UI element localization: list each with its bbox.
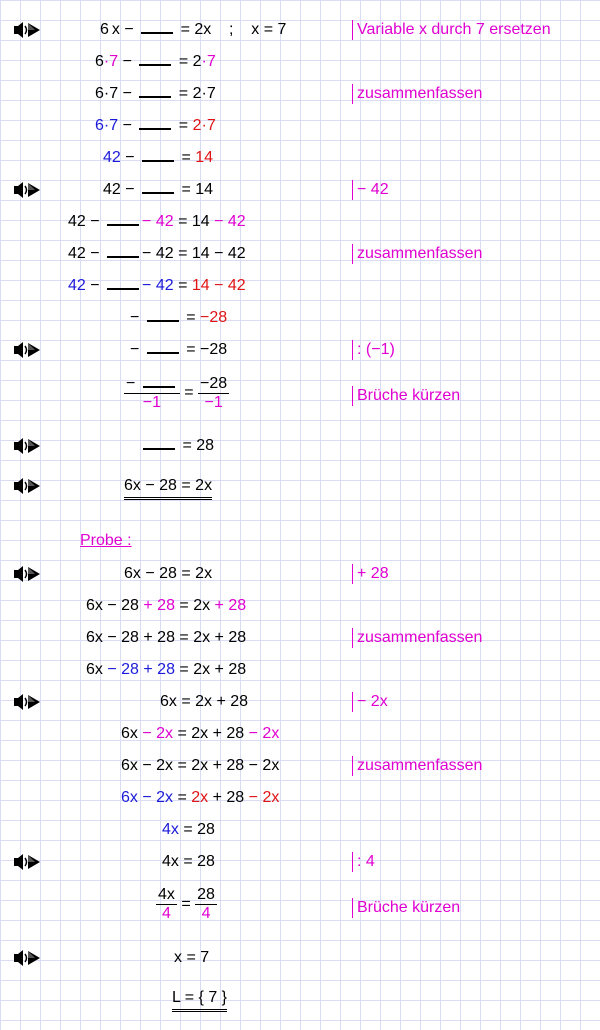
equation: 6x − 2x = 2x + 28 − 2x xyxy=(121,757,280,774)
step-row xyxy=(0,48,600,76)
step-row xyxy=(0,336,600,364)
equation: 6x − 28 + 28 = 2x + 28 xyxy=(86,661,247,678)
step-row xyxy=(0,374,600,418)
equation: 4x = 28 xyxy=(162,853,215,870)
fraction: $\frac{28}{4}$ xyxy=(197,886,215,922)
step-row xyxy=(0,240,600,268)
step-row xyxy=(0,752,600,780)
step-row xyxy=(0,208,600,236)
step-note: Brüche kürzen xyxy=(352,386,460,406)
fraction: $\frac{-28}{-1}$ xyxy=(200,374,228,411)
step-note: zusammenfassen xyxy=(352,628,482,648)
equation: 42 − − 42 = 14 − 42 xyxy=(68,213,246,230)
step-row xyxy=(0,886,600,930)
step-note: − 2x xyxy=(352,692,388,712)
step-note: − 42 xyxy=(352,180,389,200)
solution-set: L = { 7 } xyxy=(172,988,227,1012)
step-row xyxy=(0,816,600,844)
step-note: Brüche kürzen xyxy=(352,898,460,918)
fraction: $\frac{4x}{4}$ xyxy=(158,886,175,922)
step-note: : (−1) xyxy=(352,340,395,360)
step-row xyxy=(0,560,600,588)
step-note: zusammenfassen xyxy=(352,244,482,264)
equation: 42 − = 14 xyxy=(103,149,214,166)
step-note: + 28 xyxy=(352,564,389,584)
step-row xyxy=(0,16,600,44)
equation: x = 7 xyxy=(174,949,210,966)
step-row xyxy=(0,624,600,652)
equation: = 28 xyxy=(140,436,214,456)
equation: 6x = 2x + 28 xyxy=(160,693,249,710)
speaker-arrow-icon[interactable] xyxy=(13,20,43,40)
equation: 6x − 2x = 2x + 28 − 2x xyxy=(121,725,280,742)
step-row xyxy=(0,272,600,300)
equation: 42 − − 42 = 14 − 42 xyxy=(68,245,246,262)
equation: − = −28 xyxy=(130,341,228,358)
speaker-arrow-icon[interactable] xyxy=(13,564,43,584)
step-note: Variable x durch 7 ersetzen xyxy=(352,20,551,40)
equation: 4x = 28 xyxy=(162,821,215,838)
step-row xyxy=(0,784,600,812)
equation: $\frac{-}{-1}$ = $\frac{-28}{-1}$ xyxy=(126,374,228,411)
equation: 6·7 − = 2·7 xyxy=(95,117,216,134)
step-row xyxy=(0,112,600,140)
equation: $\frac{4x}{4}$ = $\frac{28}{4}$ xyxy=(158,886,215,922)
equation: 42 − = 14 xyxy=(103,181,214,198)
step-row xyxy=(0,688,600,716)
equation: − = −28 xyxy=(130,309,228,326)
step-note: : 4 xyxy=(352,852,375,872)
speaker-arrow-icon[interactable] xyxy=(13,692,43,712)
equation: 6·7 − = 2·7 xyxy=(95,53,216,70)
step-row xyxy=(0,848,600,876)
probe-label: Probe : xyxy=(80,532,132,549)
step-note: zusammenfassen xyxy=(352,84,482,104)
equation: 6x − 28 + 28 = 2x + 28 xyxy=(86,597,247,614)
step-row xyxy=(0,944,600,972)
equation: 42 − − 42 = 14 − 42 xyxy=(68,277,246,294)
step-row xyxy=(0,80,600,108)
speaker-arrow-icon[interactable] xyxy=(13,852,43,872)
step-row xyxy=(0,592,600,620)
step-row xyxy=(0,656,600,684)
step-row xyxy=(0,176,600,204)
step-row xyxy=(0,720,600,748)
step-row xyxy=(0,984,600,1012)
speaker-arrow-icon[interactable] xyxy=(13,436,43,456)
step-row xyxy=(0,472,600,500)
fraction: $\frac{-}{-1}$ xyxy=(124,374,180,412)
step-row xyxy=(0,432,600,460)
speaker-arrow-icon[interactable] xyxy=(13,948,43,968)
step-row xyxy=(0,304,600,332)
equation: 6x − 28 + 28 = 2x + 28 xyxy=(86,629,247,646)
speaker-arrow-icon[interactable] xyxy=(13,180,43,200)
equation: 6x − 2x = 2x + 28 − 2x xyxy=(121,789,280,806)
speaker-arrow-icon[interactable] xyxy=(13,476,43,496)
step-row xyxy=(0,144,600,172)
equation: 6x − 28 = 2x xyxy=(124,565,213,582)
speaker-arrow-icon[interactable] xyxy=(13,340,43,360)
equation: 6 x − = 2x ; x = 7 xyxy=(100,21,287,38)
equation: 6·7 − = 2·7 xyxy=(95,85,216,102)
result-equation: 6x − 28 = 2x xyxy=(124,476,212,500)
step-note: zusammenfassen xyxy=(352,756,482,776)
